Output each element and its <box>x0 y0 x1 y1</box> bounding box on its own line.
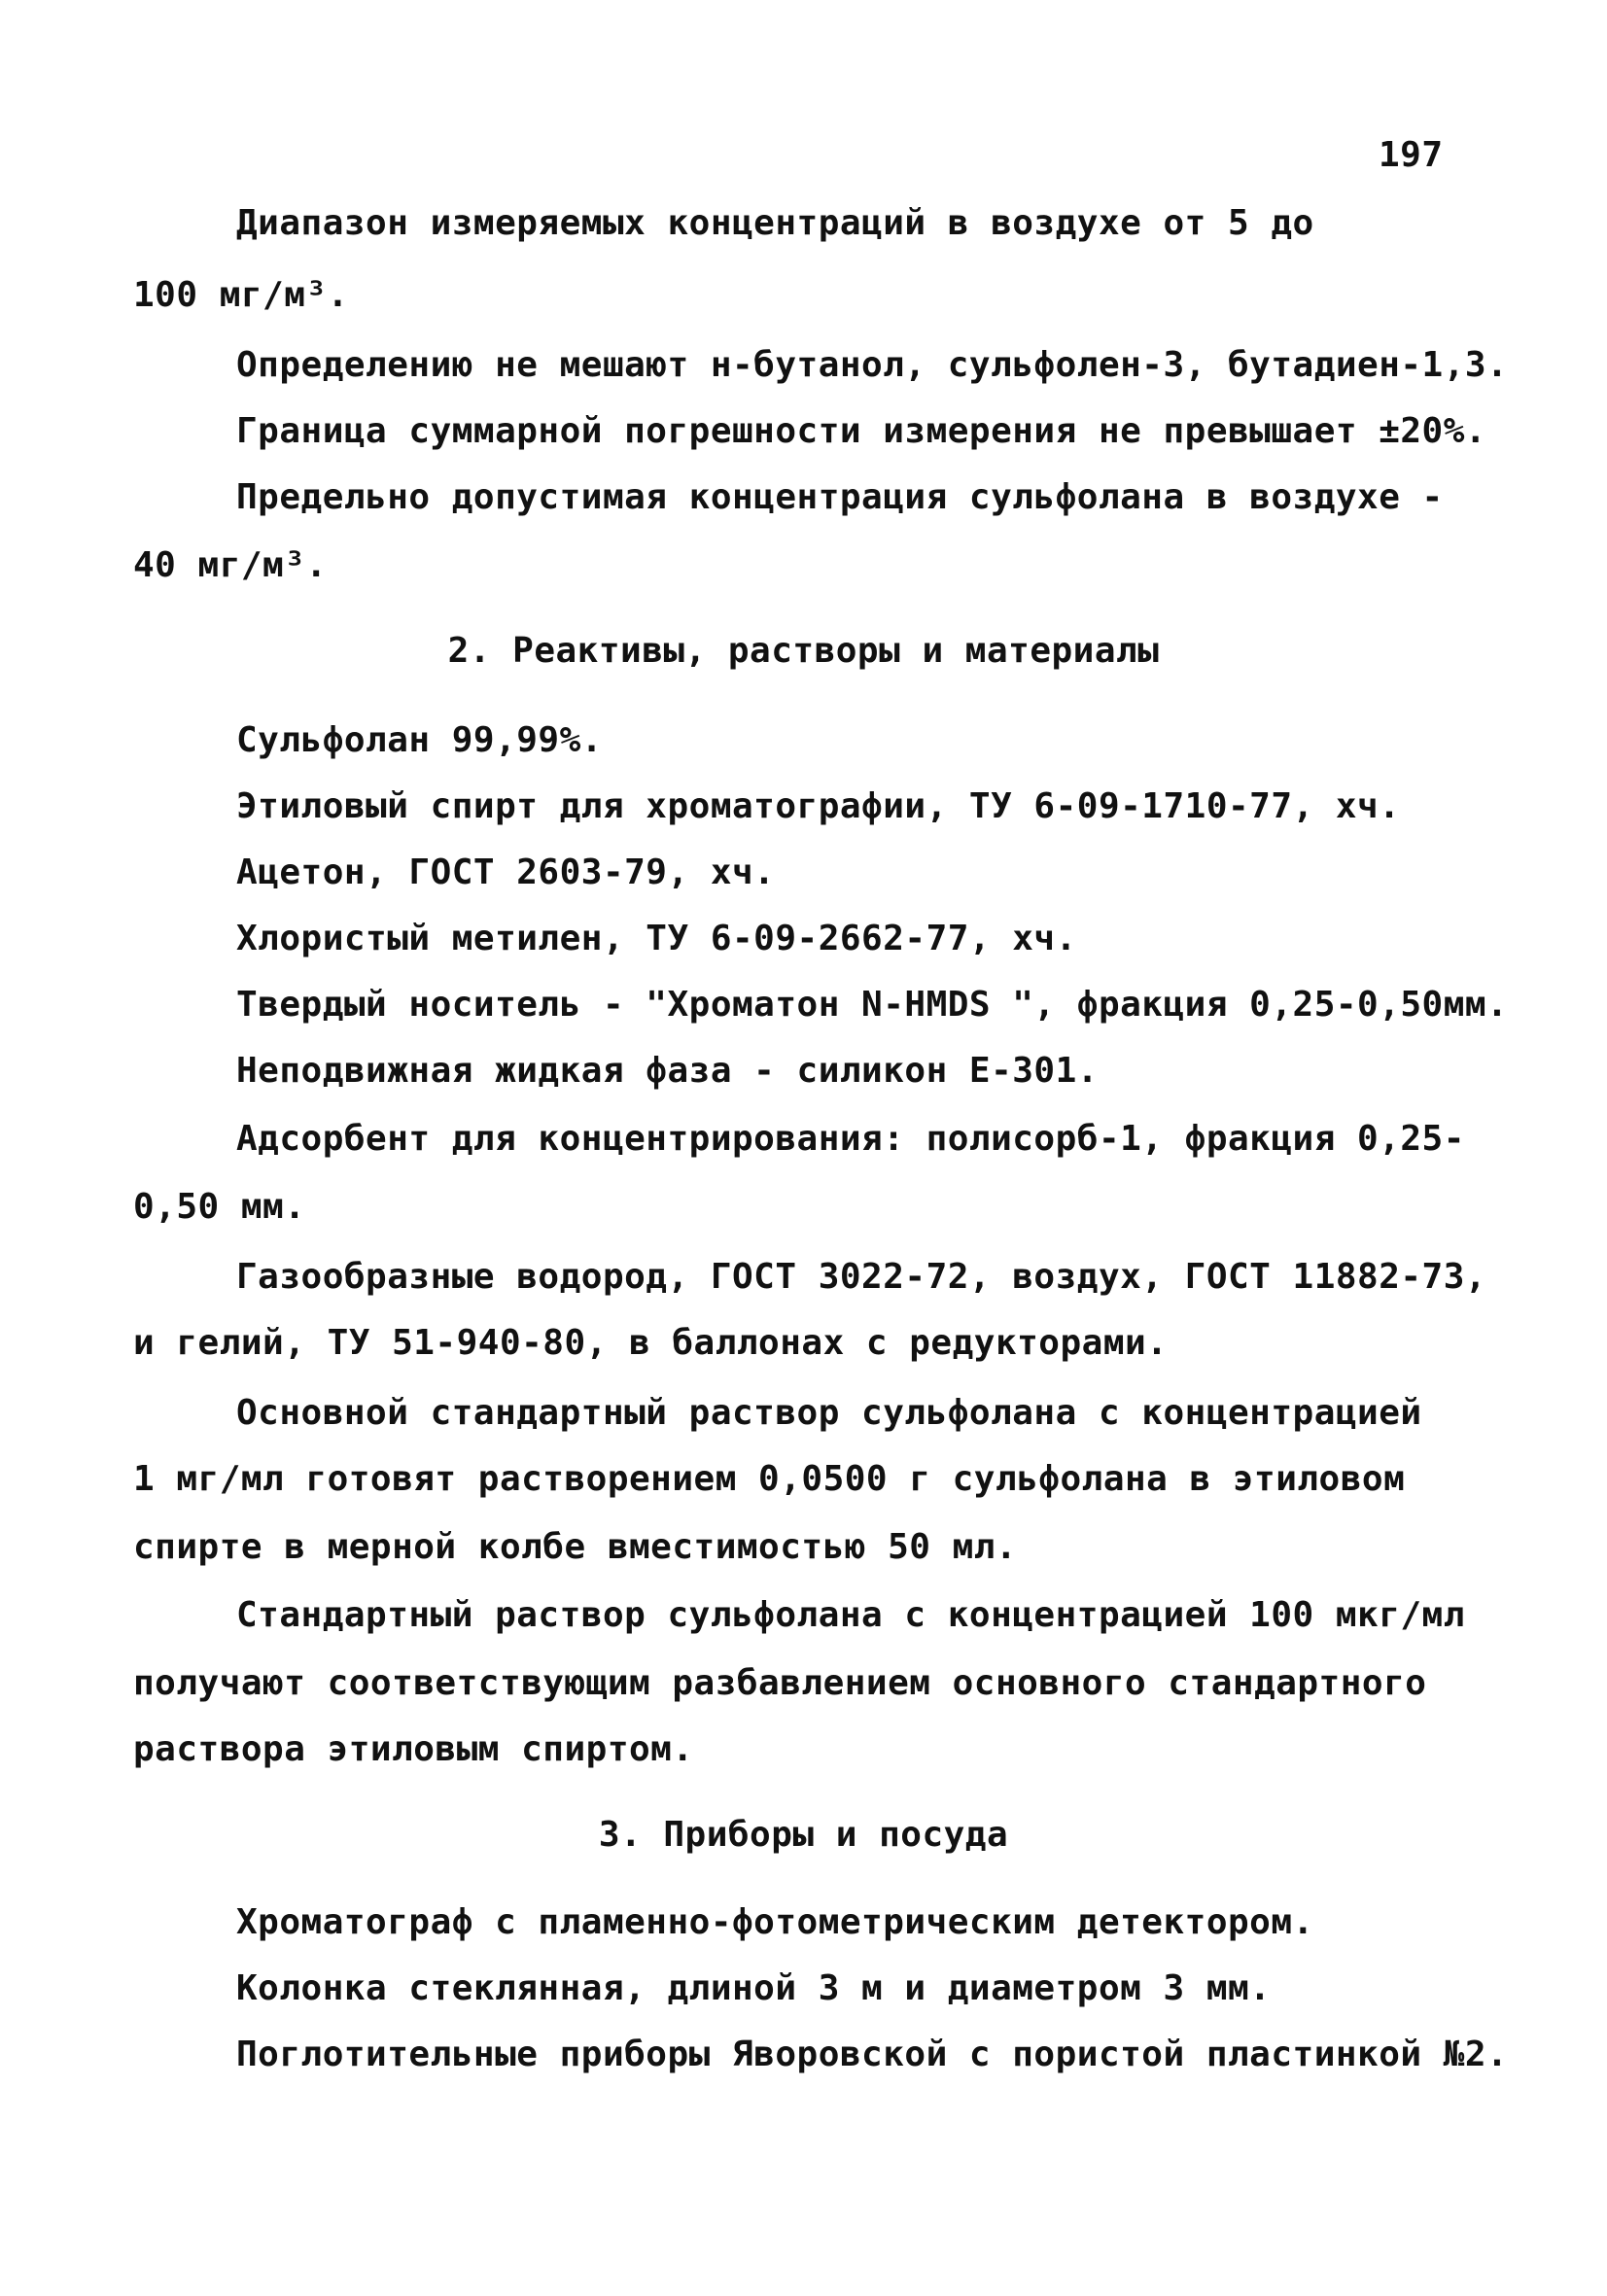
paragraph-line: Твердый носитель - "Хроматон N-HMDS ", фракция 0,25-0,50мм. <box>236 985 1509 1025</box>
paragraph-line: Стандартный раствор сульфолана с концентрацией 100 мкг/мл <box>236 1595 1465 1635</box>
paragraph-line: 0,50 мм. <box>133 1187 306 1227</box>
paragraph-line: Граница суммарной погрешности измерения не превышает ±20%. <box>236 411 1487 451</box>
paragraph-line: 40 мг/м³. <box>133 545 328 585</box>
page-number: 197 <box>1379 135 1444 175</box>
paragraph-line: Определению не мешают н-бутанол, сульфолен-3, бутадиен-1,3. <box>236 345 1509 385</box>
paragraph-line: Сульфолан 99,99%. <box>236 720 603 760</box>
paragraph-line: и гелий, ТУ 51-940-80, в баллонах с редукторами. <box>133 1323 1169 1363</box>
paragraph-line: Неподвижная жидкая фаза - силикон Е-301. <box>236 1051 1099 1091</box>
paragraph-line: Газообразные водород, ГОСТ 3022-72, воздух, ГОСТ 11882-73, <box>236 1257 1487 1297</box>
paragraph-line: Диапазон измеряемых концентраций в воздухе от 5 до <box>236 203 1314 243</box>
section-heading-reagents: 2. Реактивы, растворы и материалы <box>447 631 1160 671</box>
paragraph-line: Этиловый спирт для хроматографии, ТУ 6-09-1710-77, хч. <box>236 786 1401 826</box>
paragraph-line: Хлористый метилен, ТУ 6-09-2662-77, хч. <box>236 919 1077 958</box>
paragraph-line: Хроматограф с пламенно-фотометрическим детектором. <box>236 1902 1314 1942</box>
paragraph-line: Ацетон, ГОСТ 2603-79, хч. <box>236 852 776 892</box>
paragraph-line: 100 мг/м³. <box>133 275 349 315</box>
paragraph-line: Предельно допустимая концентрация сульфолана в воздухе - <box>236 477 1444 517</box>
paragraph-line: раствора этиловым спиртом. <box>133 1729 694 1769</box>
paragraph-line: Основной стандартный раствор сульфолана с концентрацией <box>236 1393 1422 1433</box>
paragraph-line: 1 мг/мл готовят растворением 0,0500 г сульфолана в этиловом <box>133 1459 1406 1499</box>
paragraph-line: Колонка стеклянная, длиной 3 м и диаметром 3 мм. <box>236 1968 1272 2008</box>
paragraph-line: Поглотительные приборы Яворовской с пористой пластинкой №2. <box>236 2035 1509 2074</box>
paragraph-line: спирте в мерной колбе вместимостью 50 мл. <box>133 1527 1018 1567</box>
section-heading-instruments: 3. Приборы и посуда <box>598 1815 1009 1855</box>
paragraph-line: Адсорбент для концентрирования: полисорб-1, фракция 0,25- <box>236 1119 1465 1159</box>
paragraph-line: получают соответствующим разбавлением основного стандартного <box>133 1663 1427 1703</box>
